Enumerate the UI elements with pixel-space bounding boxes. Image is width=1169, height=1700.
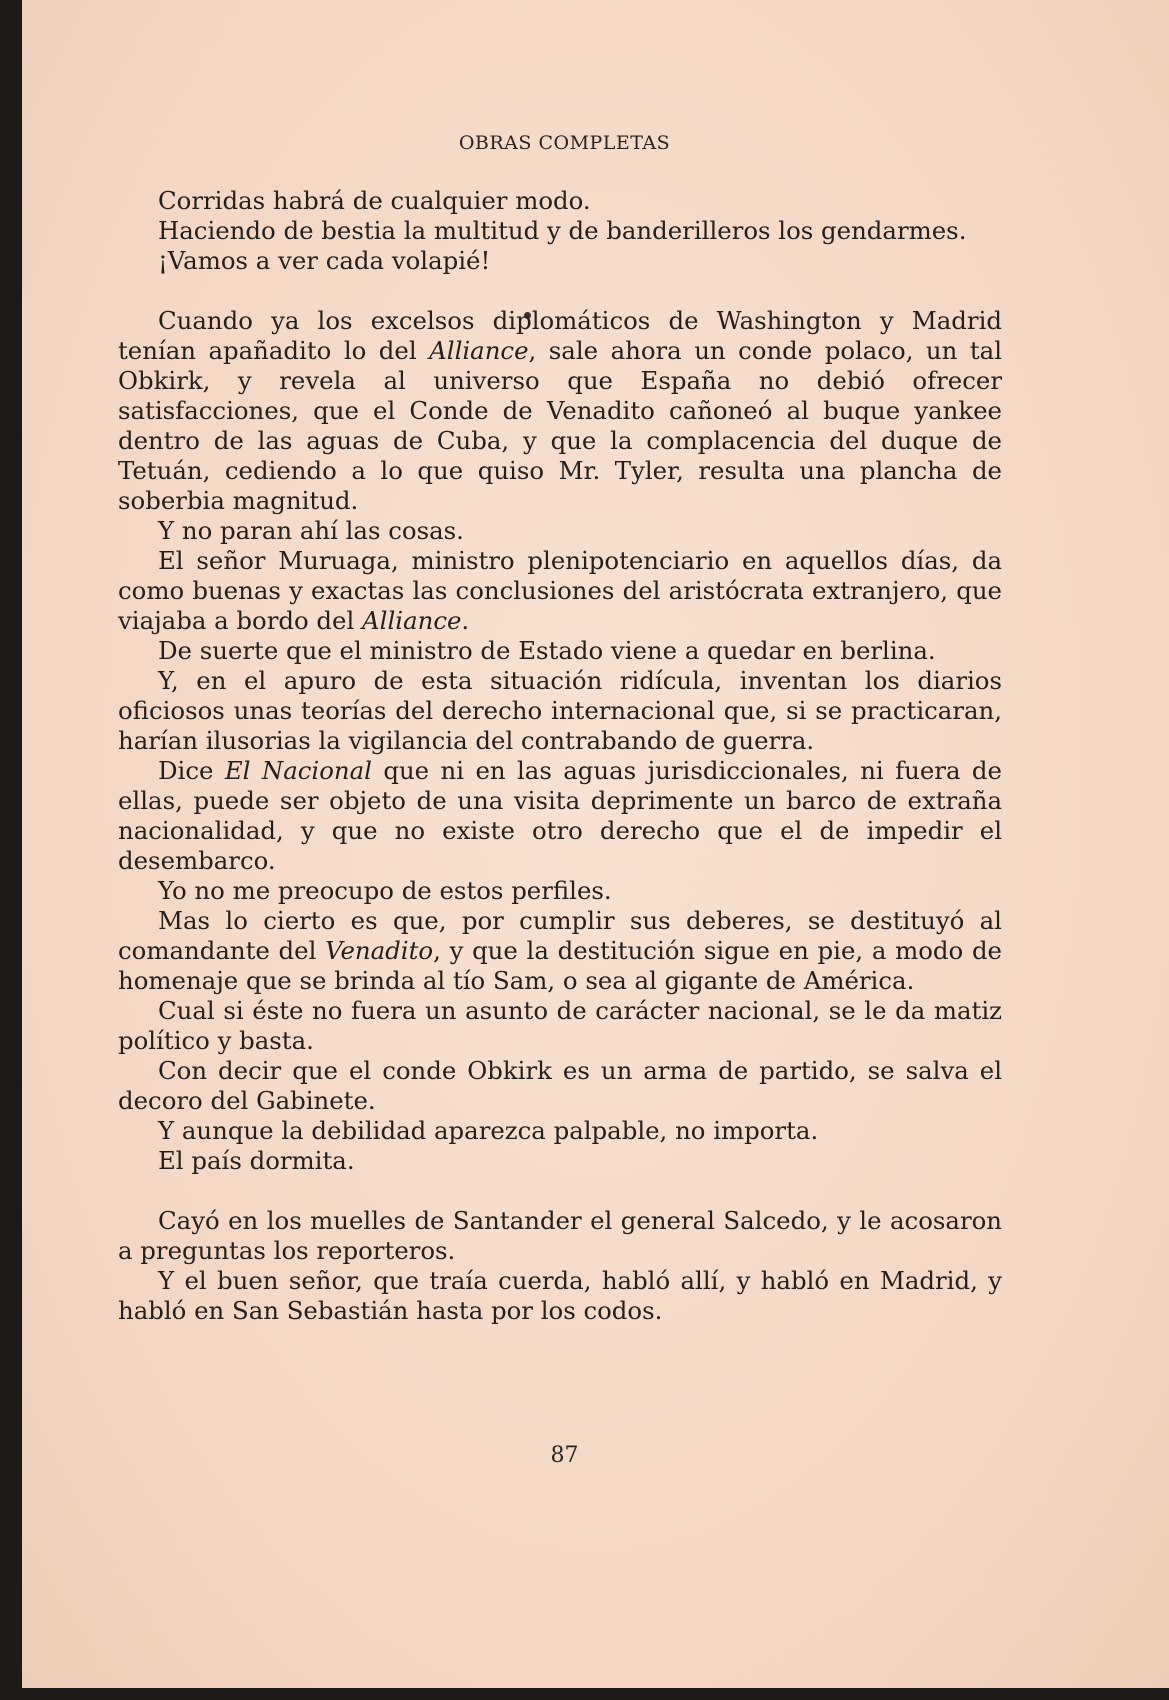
paragraph: Dice El Nacional que ni en las aguas jurisdiccionales, ni fuera de ellas, puede ser objeto de una visita deprimente un barco de extraña nacionalidad, y que no existe otro derecho que el de impedir el desembarco. — [118, 756, 1002, 875]
paragraph: El señor Muruaga, ministro plenipotenciario en aquellos días, da como buenas y exactas las conclusiones del aristócrata extranjero, que viajaba a bordo del Alliance. — [118, 546, 1002, 635]
running-header: OBRAS COMPLETAS — [458, 132, 671, 154]
paragraph: Y, en el apuro de esta situación ridícula, inventan los diarios oficiosos unas teorías del derecho internacional que, si se practicaran, harían ilusorias la vigilancia del contrabando de guerra. — [118, 666, 1002, 755]
page-number: 87 — [550, 1443, 579, 1468]
paragraph: Cayó en los muelles de Santander el general Salcedo, y le acosaron a preguntas los reporteros. — [118, 1206, 1002, 1265]
paragraph: Y no paran ahí las cosas. — [158, 516, 464, 545]
page-body — [118, 186, 1002, 1326]
section-break — [118, 1176, 1002, 1206]
paragraph: Y aunque la debilidad aparezca palpable, no importa. — [158, 1116, 819, 1145]
paragraph: Haciendo de bestia la multitud y de banderilleros los gendarmes. — [158, 216, 967, 245]
paragraph: Mas lo cierto es que, por cumplir sus deberes, se destituyó al comandante del Venadito, y que la destitución sigue en pie, a modo de homenaje que se brinda al tío Sam, o sea al gigante de América. — [118, 906, 1002, 995]
paragraph: Cual si éste no fuera un asunto de carácter nacional, se le da matiz político y basta. — [118, 996, 1002, 1055]
paragraph: Cuando ya los excelsos diplomáticos de Washington y Madrid tenían apañadito lo del Alliance, sale ahora un conde polaco, un tal Obkirk, y revela al universo que España no debió ofrecer satisfacciones, que el Conde de Venadito cañoneó al buque yankee dentro de las aguas de Cuba, y que la complacencia del duque de Tetuán, cediendo a lo que quiso Mr. Tyler, resulta una plancha de soberbia magnitud. — [118, 306, 1002, 515]
paragraph: Y el buen señor, que traía cuerda, habló allí, y habló en Madrid, y habló en San Sebastián hasta por los codos. — [118, 1266, 1002, 1325]
paragraph: ¡Vamos a ver cada volapié! — [158, 246, 491, 275]
paragraph: Corridas habrá de cualquier modo. — [158, 186, 591, 215]
paragraph: De suerte que el ministro de Estado viene a quedar en berlina. — [158, 636, 936, 665]
book-page — [22, 0, 1169, 1688]
section-break — [118, 276, 1002, 306]
paragraph: El país dormita. — [158, 1146, 355, 1175]
paragraph: Con decir que el conde Obkirk es un arma de partido, se salva el decoro del Gabinete. — [118, 1056, 1002, 1115]
paragraph: Yo no me preocupo de estos perfiles. — [158, 876, 612, 905]
